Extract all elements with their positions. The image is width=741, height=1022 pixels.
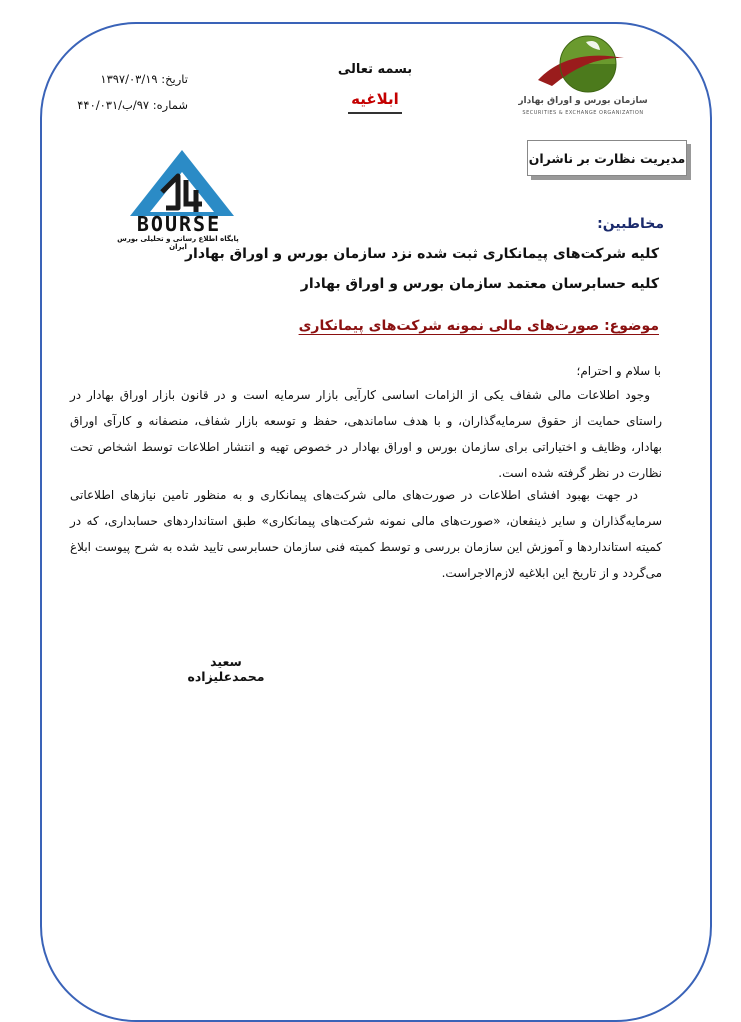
number-label: شماره: <box>152 98 188 112</box>
greeting: با سلام و احترام؛ <box>576 364 661 378</box>
body-paragraph: وجود اطلاعات مالی شفاف یکی از الزامات اساسی کارآیی بازار سرمایه است و در قانون بازار اوراق بهادار در راستای حمایت از حقوق سرمایه‌گذاران، و با هدف ساماندهی، حفظ و توسعه بازار شفاف، منصفانه و کارآی اوراق بهادار، وظایف و اختیاراتی برای سازمان بورس و اوراق بهادار در خصوص تهیه و انتشار اطلاعات توسط اشخاص تحت نظارت در نظر گرفته شده است. <box>70 388 662 480</box>
letter-meta <box>78 66 188 118</box>
number-value: ۹۷/ب/۴۴۰/۰۳۱ <box>77 98 150 112</box>
date-row <box>78 66 188 92</box>
addressees-label: مخاطبین: <box>597 216 664 232</box>
org-name-en: SECURITIES & EXCHANGE ORGANIZATION <box>522 110 644 116</box>
org-name: سازمان بورس و اوراق بهادار <box>518 96 648 106</box>
notice-underline <box>348 112 402 114</box>
notice-title: ابلاغیه <box>351 90 399 108</box>
date-value: ۱۳۹۷/۰۳/۱۹ <box>100 72 158 86</box>
bourse-wordmark: BOURSE <box>136 212 222 236</box>
number-row <box>78 92 188 118</box>
addressee-line: کلیه شرکت‌های پیمانکاری ثبت شده نزد سازمان بورس و اوراق بهادار <box>184 246 659 262</box>
bismillah: بسمه تعالی <box>337 62 413 77</box>
body-paragraph: در جهت بهبود افشای اطلاعات در صورت‌های مالی شرکت‌های پیمانکاری و به منظور تامین نیازهای اطلاعاتی سرمایه‌گذاران و سایر ذینفعان، «صورت‌های مالی نمونه شرکت‌های پیمانکاری» طبق استانداردهای حسابداری، که در کمیته استانداردها و آموزش این سازمان بررسی و توسط کمیته فنی سازمان حسابرسی تایید شده به شرح پیوست ابلاغ می‌گردد و از تاریخ این ابلاغیه لازم‌الاجراست. <box>70 488 662 580</box>
addressee-line: کلیه حسابرسان معتمد سازمان بورس و اوراق بهادار <box>300 276 659 292</box>
date-label: تاریخ: <box>161 72 188 86</box>
signature-name: سعید محمدعلیزاده <box>187 654 265 684</box>
bourse-subtitle: پایگاه اطلاع رسانی و تحلیلی بورس ایران <box>117 235 239 251</box>
subject-line: موضوع: صورت‌های مالی نمونه شرکت‌های پیمانکاری <box>298 318 659 334</box>
department-box: مدیریت نظارت بر ناشران <box>527 140 687 176</box>
